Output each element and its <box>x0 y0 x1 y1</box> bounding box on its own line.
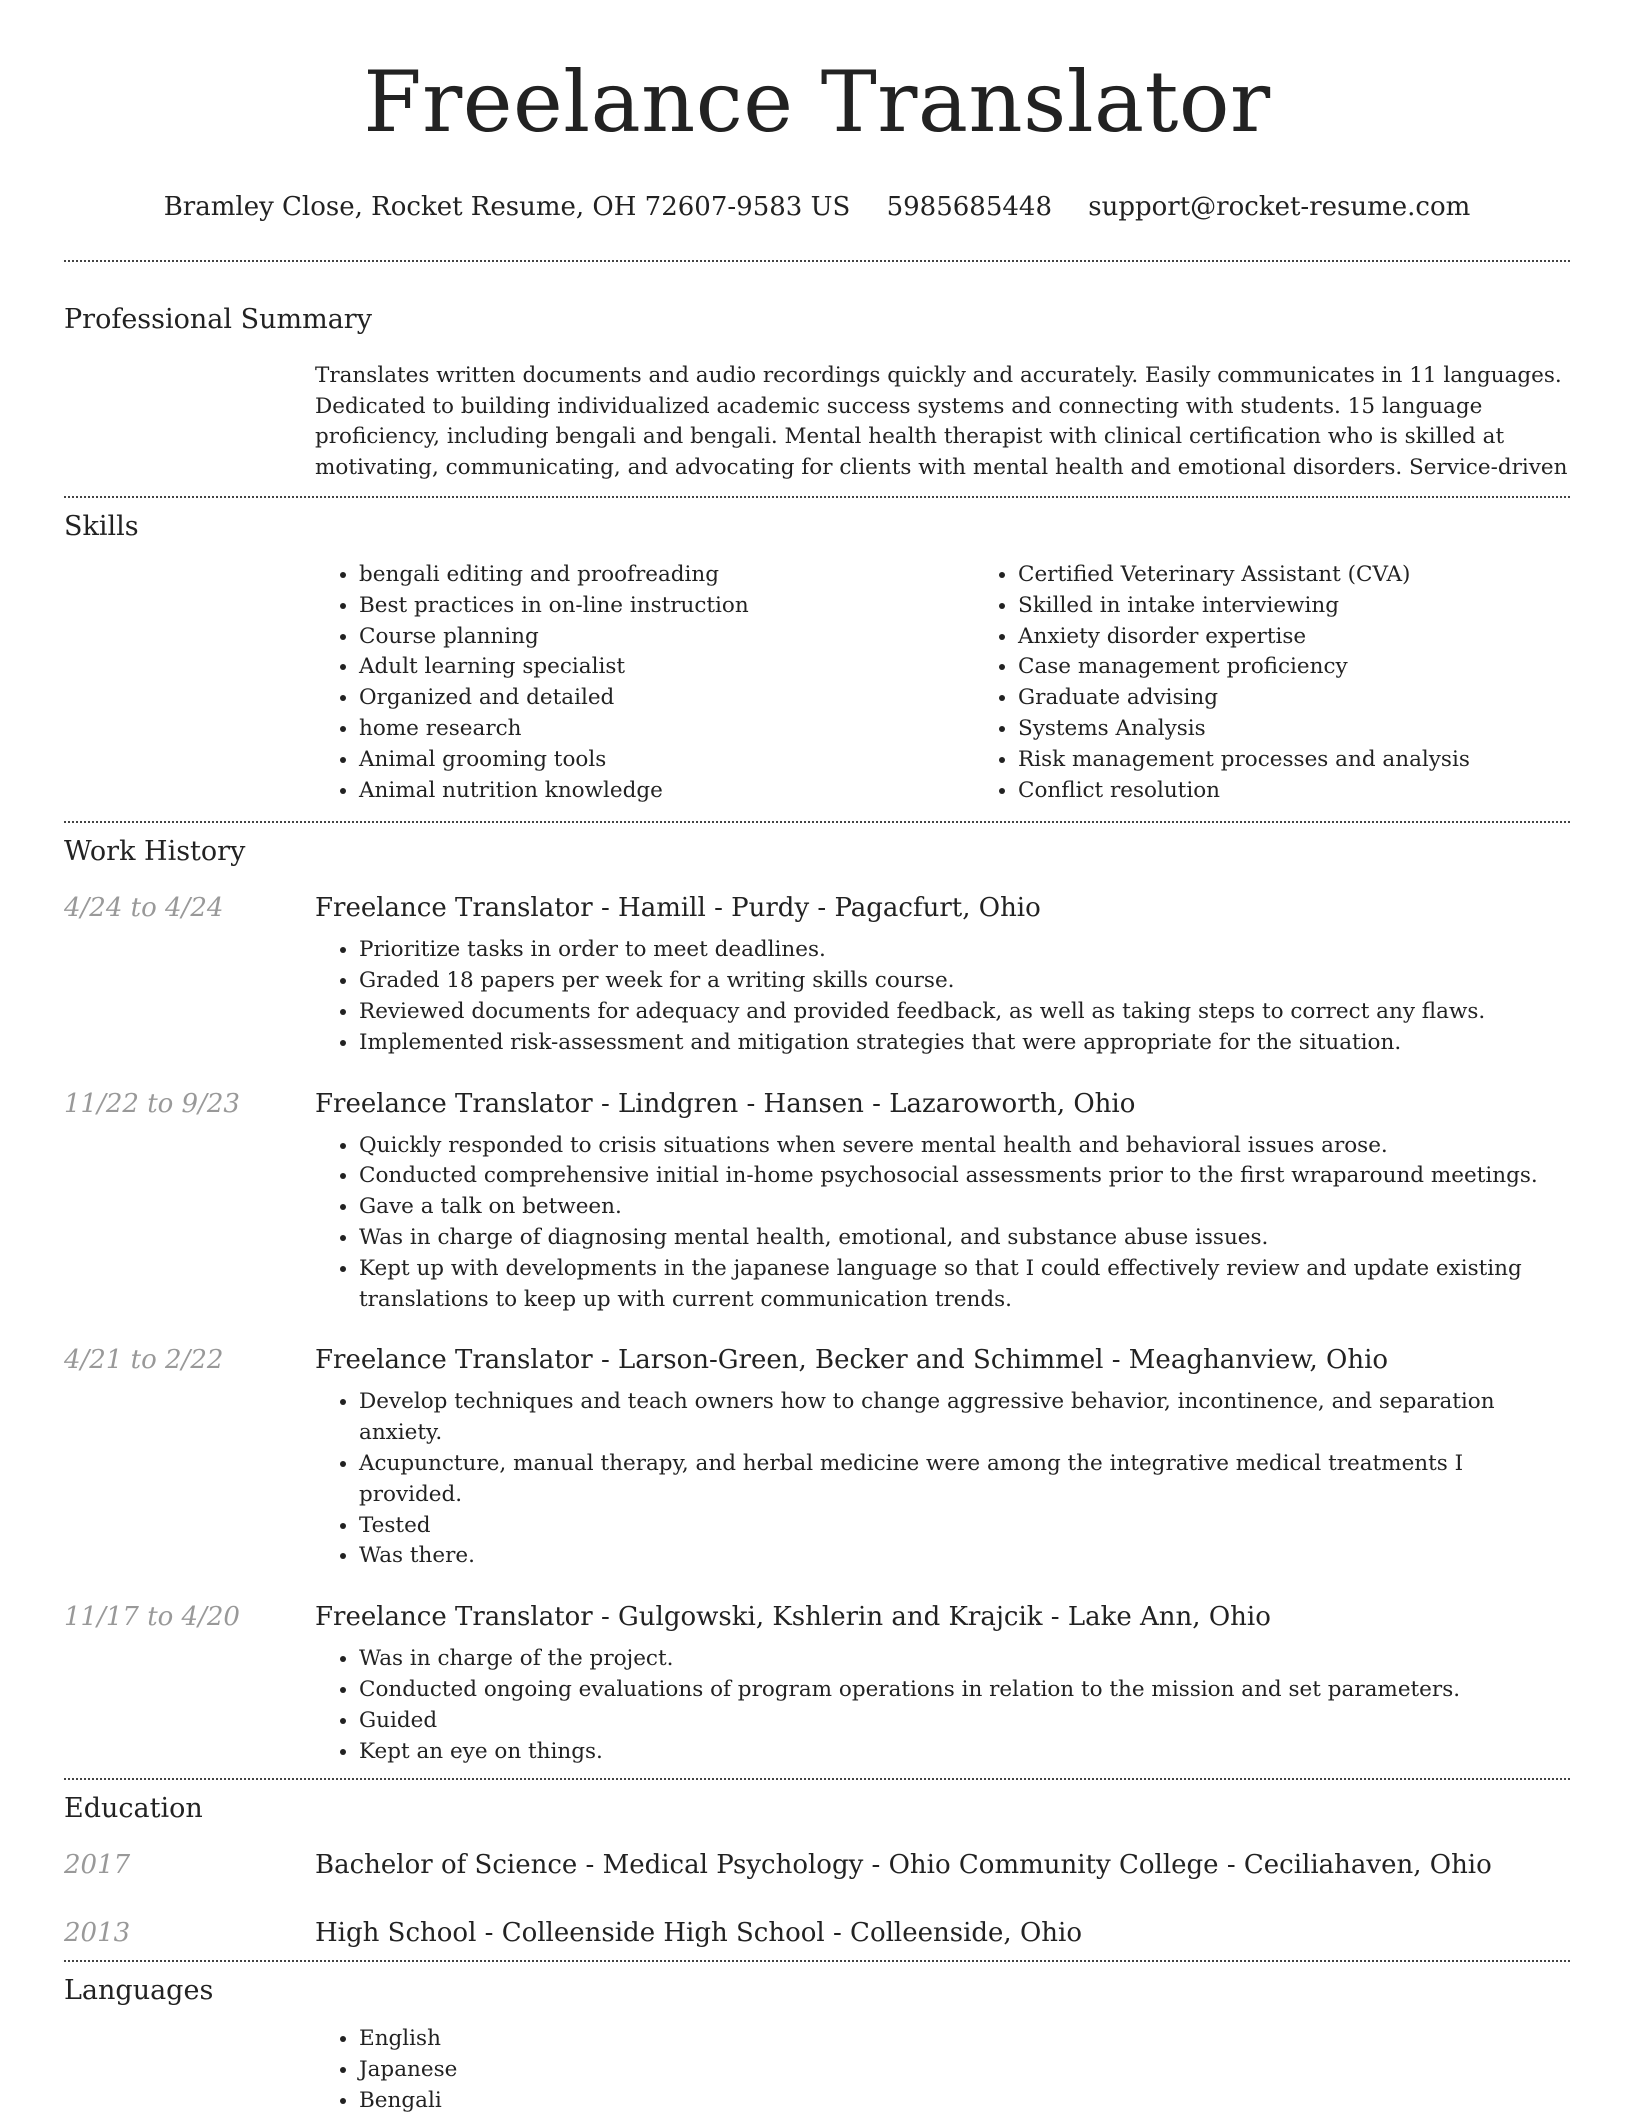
skill-item: • Adult learning specialist <box>359 652 974 683</box>
education-entry <box>64 1847 1570 1883</box>
skill-item: • Course planning <box>359 622 974 653</box>
job-bullet: • Kept up with developments in the japanese language so that I could effectively review and update existing translations to keep up with current communication trends. <box>359 1254 1570 1316</box>
job-bullets <box>315 1387 1570 1572</box>
summary-text: Translates written documents and audio recordings quickly and accurately. Easily communicates in 11 languages. Dedicated to building individualized academic success systems and connecting with students. 15 language proficiency, including bengali and bengali. Mental health therapist with clinical certification who is skilled at motivating, communicating, and advocating for clients with mental health and emotional disorders. Service-driven <box>315 363 1568 480</box>
skill-item: • Case management proficiency <box>1018 652 1632 683</box>
work-heading: Work History <box>64 836 246 868</box>
job-heading: Freelance Translator - Larson-Green, Becker and Schimmel - Meaghanview, Ohio <box>315 1345 1389 1376</box>
skill-item: • home research <box>359 714 974 745</box>
skills-heading: Skills <box>64 511 139 542</box>
education-entry <box>64 1915 1570 1951</box>
job-dates: 11/22 to 9/23 <box>64 1088 240 1119</box>
skill-item: • Organized and detailed <box>359 683 974 714</box>
section-divider <box>64 1778 1570 1780</box>
section-divider <box>64 1960 1570 1962</box>
skill-item: • Systems Analysis <box>1018 714 1632 745</box>
contact-phone: 5985685448 <box>886 192 1053 222</box>
job-bullets <box>315 1644 1570 1767</box>
job-bullet: • Gave a talk on between. <box>359 1192 1570 1223</box>
job-heading: Freelance Translator - Gulgowski, Kshlerin and Krajcik - Lake Ann, Ohio <box>315 1602 1271 1633</box>
skill-item: • Animal nutrition knowledge <box>359 776 974 807</box>
education-year: 2013 <box>64 1918 131 1949</box>
job-entry <box>64 1599 1570 1767</box>
skills-section <box>64 509 1570 806</box>
job-bullet: • Conducted ongoing evaluations of program operations in relation to the mission and set parameters. <box>359 1675 1570 1706</box>
education-heading: Education <box>64 1793 203 1825</box>
job-bullet: • Guided <box>359 1706 1570 1737</box>
education-heading-line: High School - Colleenside High School - Colleenside, Ohio <box>315 1918 1082 1949</box>
skill-item: • Best practices in on-line instruction <box>359 591 974 622</box>
languages-section <box>64 1973 1570 2116</box>
languages-list <box>315 2024 1570 2116</box>
skill-item: • Animal grooming tools <box>359 745 974 776</box>
contact-email: support@rocket-resume.com <box>1088 192 1471 222</box>
job-bullets <box>315 1131 1570 1316</box>
job-bullet: • Implemented risk-assessment and mitigation strategies that were appropriate for the situation. <box>359 1028 1570 1059</box>
job-dates: 11/17 to 4/20 <box>64 1602 240 1633</box>
job-heading: Freelance Translator - Lindgren - Hansen - Lazaroworth, Ohio <box>315 1088 1136 1119</box>
resume-page <box>64 0 1570 2117</box>
job-bullets <box>315 935 1570 1058</box>
language-item: • Bengali <box>359 2086 1570 2117</box>
job-entry <box>64 890 1570 1058</box>
job-bullet: • Reviewed documents for adequacy and provided feedback, as well as taking steps to correct any flaws. <box>359 997 1570 1028</box>
job-bullet: • Develop techniques and teach owners how to change aggressive behavior, incontinence, and separation anxiety. <box>359 1387 1570 1449</box>
job-bullet: • Was in charge of diagnosing mental health, emotional, and substance abuse issues. <box>359 1223 1570 1254</box>
job-dates: 4/24 to 4/24 <box>64 893 224 924</box>
skill-item: • Certified Veterinary Assistant (CVA) <box>1018 560 1632 591</box>
skill-item: • Risk management processes and analysis <box>1018 745 1632 776</box>
job-bullet: • Prioritize tasks in order to meet deadlines. <box>359 935 1570 966</box>
skill-item: • Graduate advising <box>1018 683 1632 714</box>
resume-name: Freelance Translator <box>363 53 1271 151</box>
education-heading-line: Bachelor of Science - Medical Psychology - Ohio Community College - Ceciliahaven, Ohio <box>315 1850 1492 1881</box>
job-entry <box>64 1086 1570 1316</box>
skill-item: • Anxiety disorder expertise <box>1018 622 1632 653</box>
skill-item: • bengali editing and proofreading <box>359 560 974 591</box>
section-divider <box>64 260 1570 262</box>
languages-heading: Languages <box>64 1975 214 2007</box>
summary-heading: Professional Summary <box>64 304 372 335</box>
section-divider <box>64 821 1570 823</box>
job-bullet: • Kept an eye on things. <box>359 1737 1570 1768</box>
skills-list-right <box>974 560 1632 806</box>
job-bullet: • Was in charge of the project. <box>359 1644 1570 1675</box>
job-dates: 4/21 to 2/22 <box>64 1345 224 1376</box>
section-divider <box>64 496 1570 498</box>
job-bullet: • Quickly responded to crisis situations when severe mental health and behavioral issues arose. <box>359 1131 1570 1162</box>
work-section <box>64 834 1570 1767</box>
language-item: • English <box>359 2024 1570 2055</box>
job-entry <box>64 1342 1570 1572</box>
education-section <box>64 1791 1570 1951</box>
language-item: • Japanese <box>359 2055 1570 2086</box>
skill-item: • Conflict resolution <box>1018 776 1632 807</box>
contact-line <box>64 190 1570 224</box>
job-bullet: • Conducted comprehensive initial in-home psychosocial assessments prior to the first wraparound meetings. <box>359 1161 1570 1192</box>
job-bullet: • Was there. <box>359 1541 1570 1572</box>
contact-address: Bramley Close, Rocket Resume, OH 72607-9583 US <box>163 192 851 222</box>
skill-item: • Skilled in intake interviewing <box>1018 591 1632 622</box>
skills-list-left <box>315 560 974 806</box>
job-bullet: • Acupuncture, manual therapy, and herbal medicine were among the integrative medical treatments I provided. <box>359 1449 1570 1511</box>
job-bullet: • Graded 18 papers per week for a writing skills course. <box>359 966 1570 997</box>
job-heading: Freelance Translator - Hamill - Purdy - Pagacfurt, Ohio <box>315 893 1041 924</box>
education-year: 2017 <box>64 1850 131 1881</box>
job-bullet: • Tested <box>359 1511 1570 1542</box>
summary-section <box>64 302 1570 483</box>
